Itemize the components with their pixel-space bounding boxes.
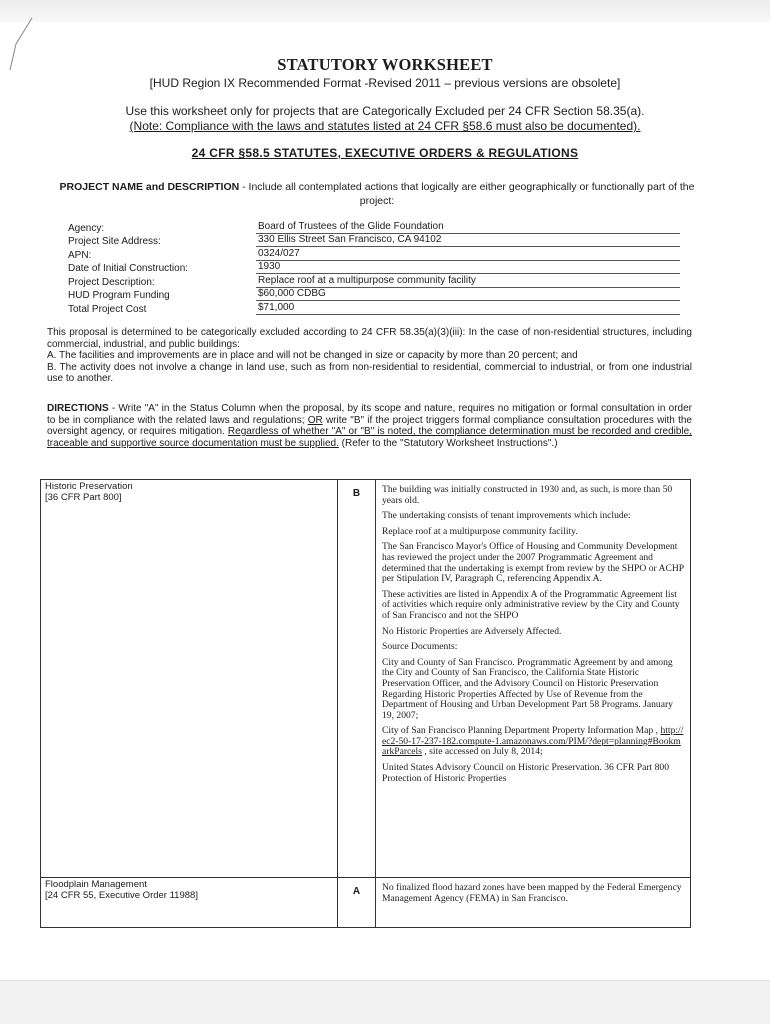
info-row-total-cost: [68, 301, 680, 315]
map-reference-suffix: , site accessed on July 8, 2014;: [421, 746, 543, 758]
note-item: The building was initially constructed in 1930 and, as such, is more than 50 years old.: [382, 484, 673, 506]
notes-cell: [376, 878, 691, 928]
info-row-funding: [68, 288, 680, 302]
note-item: Replace roof at a multipurpose community facility.: [382, 525, 578, 537]
info-label: Date of Initial Construction:: [68, 263, 189, 274]
note-item: United States Advisory Council on Historic Preservation. 36 CFR Part 800 Protection of Historic Properties: [382, 762, 669, 784]
note-item: The undertaking consists of tenant improvements which include:: [382, 510, 631, 522]
info-value: Board of Trustees of the Glide Foundation: [256, 221, 680, 234]
law-cell: [41, 878, 338, 928]
status-cell: A: [338, 878, 376, 928]
note-item: These activities are listed in Appendix A of the Programmatic Agreement list of activities which require only administrative review by the City and County of San Francisco and not the SHPO: [382, 588, 680, 621]
info-value: 330 Ellis Street San Francisco, CA 94102: [256, 234, 680, 247]
notes-cell: [376, 480, 691, 878]
law-title: Floodplain Management: [45, 879, 147, 890]
law-cell: [41, 480, 338, 878]
map-reference-prefix: City of San Francisco Planning Department Property Information Map ,: [382, 725, 661, 737]
info-row-agency: [68, 220, 680, 234]
info-row-construction-date: [68, 261, 680, 275]
directions-paragraph: [47, 403, 692, 449]
info-value: $60,000 CDBG: [256, 288, 680, 301]
determination-paragraph: [47, 327, 692, 385]
directions-text-a: - Write "A" in the Status Column when the proposal, by its scope and nature, requires no mitigation or formal consultation in order to be in compliance with the related laws and regulations;: [47, 403, 692, 426]
statutes-table: [40, 479, 691, 928]
project-heading-text: - Include all contemplated actions that logically are either geographically or functionally part of the project:: [239, 181, 695, 207]
table-row: [41, 878, 691, 928]
info-value: $71,000: [256, 302, 680, 315]
note-item: City and County of San Francisco. Programmatic Agreement by and among the City and County of San Francisco, the California State Historic Preservation Officer, and the Advisory Council on Historic Preservation Regarding Historic Properties Affected by Use of Revenue from the Department of Housing and Urban Development Part 58 Programs. January 19, 2007;: [382, 656, 673, 721]
info-row-address: [68, 234, 680, 248]
info-label: APN:: [68, 249, 92, 261]
info-label: Agency:: [68, 222, 105, 234]
table-row: [41, 480, 691, 878]
scan-top-edge: [0, 0, 770, 22]
determination-criterion-b: B. The activity does not involve a change in land use, such as from non-residential to residential, commercial to industrial, or from one industrial use to another.: [47, 361, 692, 384]
note-item: No finalized flood hazard zones have been mapped by the Federal Emergency Management Agency (FEMA) in San Francisco.: [382, 882, 682, 904]
document-subtitle: [HUD Region IX Recommended Format -Revised 2011 – previous versions are obsolete]: [149, 76, 621, 90]
determination-line: This proposal is determined to be categorically excluded according to 24 CFR 58.35(a)(3)(iii): In the case of non-residential structures, including commercial, industrial, and public buildings:: [47, 327, 692, 350]
note-item: Source Documents:: [382, 641, 458, 653]
info-label: HUD Program Funding: [68, 290, 170, 301]
info-value: 0324/027: [256, 248, 680, 261]
info-row-apn: [68, 247, 680, 261]
law-citation: [24 CFR 55, Executive Order 11988]: [45, 890, 198, 901]
note-item: The San Francisco Mayor's Office of Housing and Community Development has reviewed the project under the 2007 Programmatic Agreement and determined that the undertaking is exempt from review by the SHPO or ACHP per Stipulation IV, Paragraph C, referencing Appendix A.: [382, 541, 684, 585]
map-reference: [382, 726, 684, 758]
law-title: Historic Preservation: [45, 481, 133, 492]
project-heading-label: PROJECT NAME and DESCRIPTION: [59, 181, 240, 193]
compliance-note: (Note: Compliance with the laws and statutes listed at 24 CFR §58.6 must also be documented).: [129, 119, 641, 133]
directions-or: OR: [307, 414, 323, 426]
info-label: Project Site Address:: [68, 236, 161, 247]
determination-criterion-a: A. The facilities and improvements are in place and will not be changed in size or capacity by more than 20 percent; and: [47, 350, 578, 361]
scan-bottom-edge: [0, 980, 770, 1024]
info-label: Project Description:: [68, 276, 155, 288]
project-info-table: [68, 220, 680, 315]
directions-requirement: Regardless of whether "A" or "B" is noted, the compliance determination must be recorded and credible, traceable and supportive source documentation must be supplied.: [47, 426, 692, 449]
section-title: 24 CFR §58.5 STATUTES, EXECUTIVE ORDERS & REGULATIONS: [191, 146, 579, 160]
property-map-link[interactable]: http://ec2-50-17-237-182.compute-1.amazonaws.com/PIM/?dept=planning#BookmarkParcels: [382, 725, 684, 758]
directions-refer: (Refer to the "Statutory Worksheet Instructions".): [338, 437, 558, 449]
directions-text-b: write "B" if the project triggers formal compliance consultation procedures with the oversight agency, or requires mitigation.: [47, 414, 692, 437]
status-cell: B: [338, 480, 376, 878]
usage-instruction: Use this worksheet only for projects that are Categorically Excluded per 24 CFR Section 58.35(a).: [125, 104, 645, 118]
project-heading: [52, 180, 702, 208]
directions-label: DIRECTIONS: [47, 403, 109, 414]
note-item: No Historic Properties are Adversely Affected.: [382, 625, 562, 637]
info-row-description: [68, 274, 680, 288]
law-citation: [36 CFR Part 800]: [45, 492, 122, 503]
document-title: STATUTORY WORKSHEET: [277, 55, 493, 74]
info-label: Total Project Cost: [68, 303, 147, 315]
info-value: 1930: [256, 261, 680, 274]
info-value: Replace roof at a multipurpose community facility: [256, 275, 680, 288]
